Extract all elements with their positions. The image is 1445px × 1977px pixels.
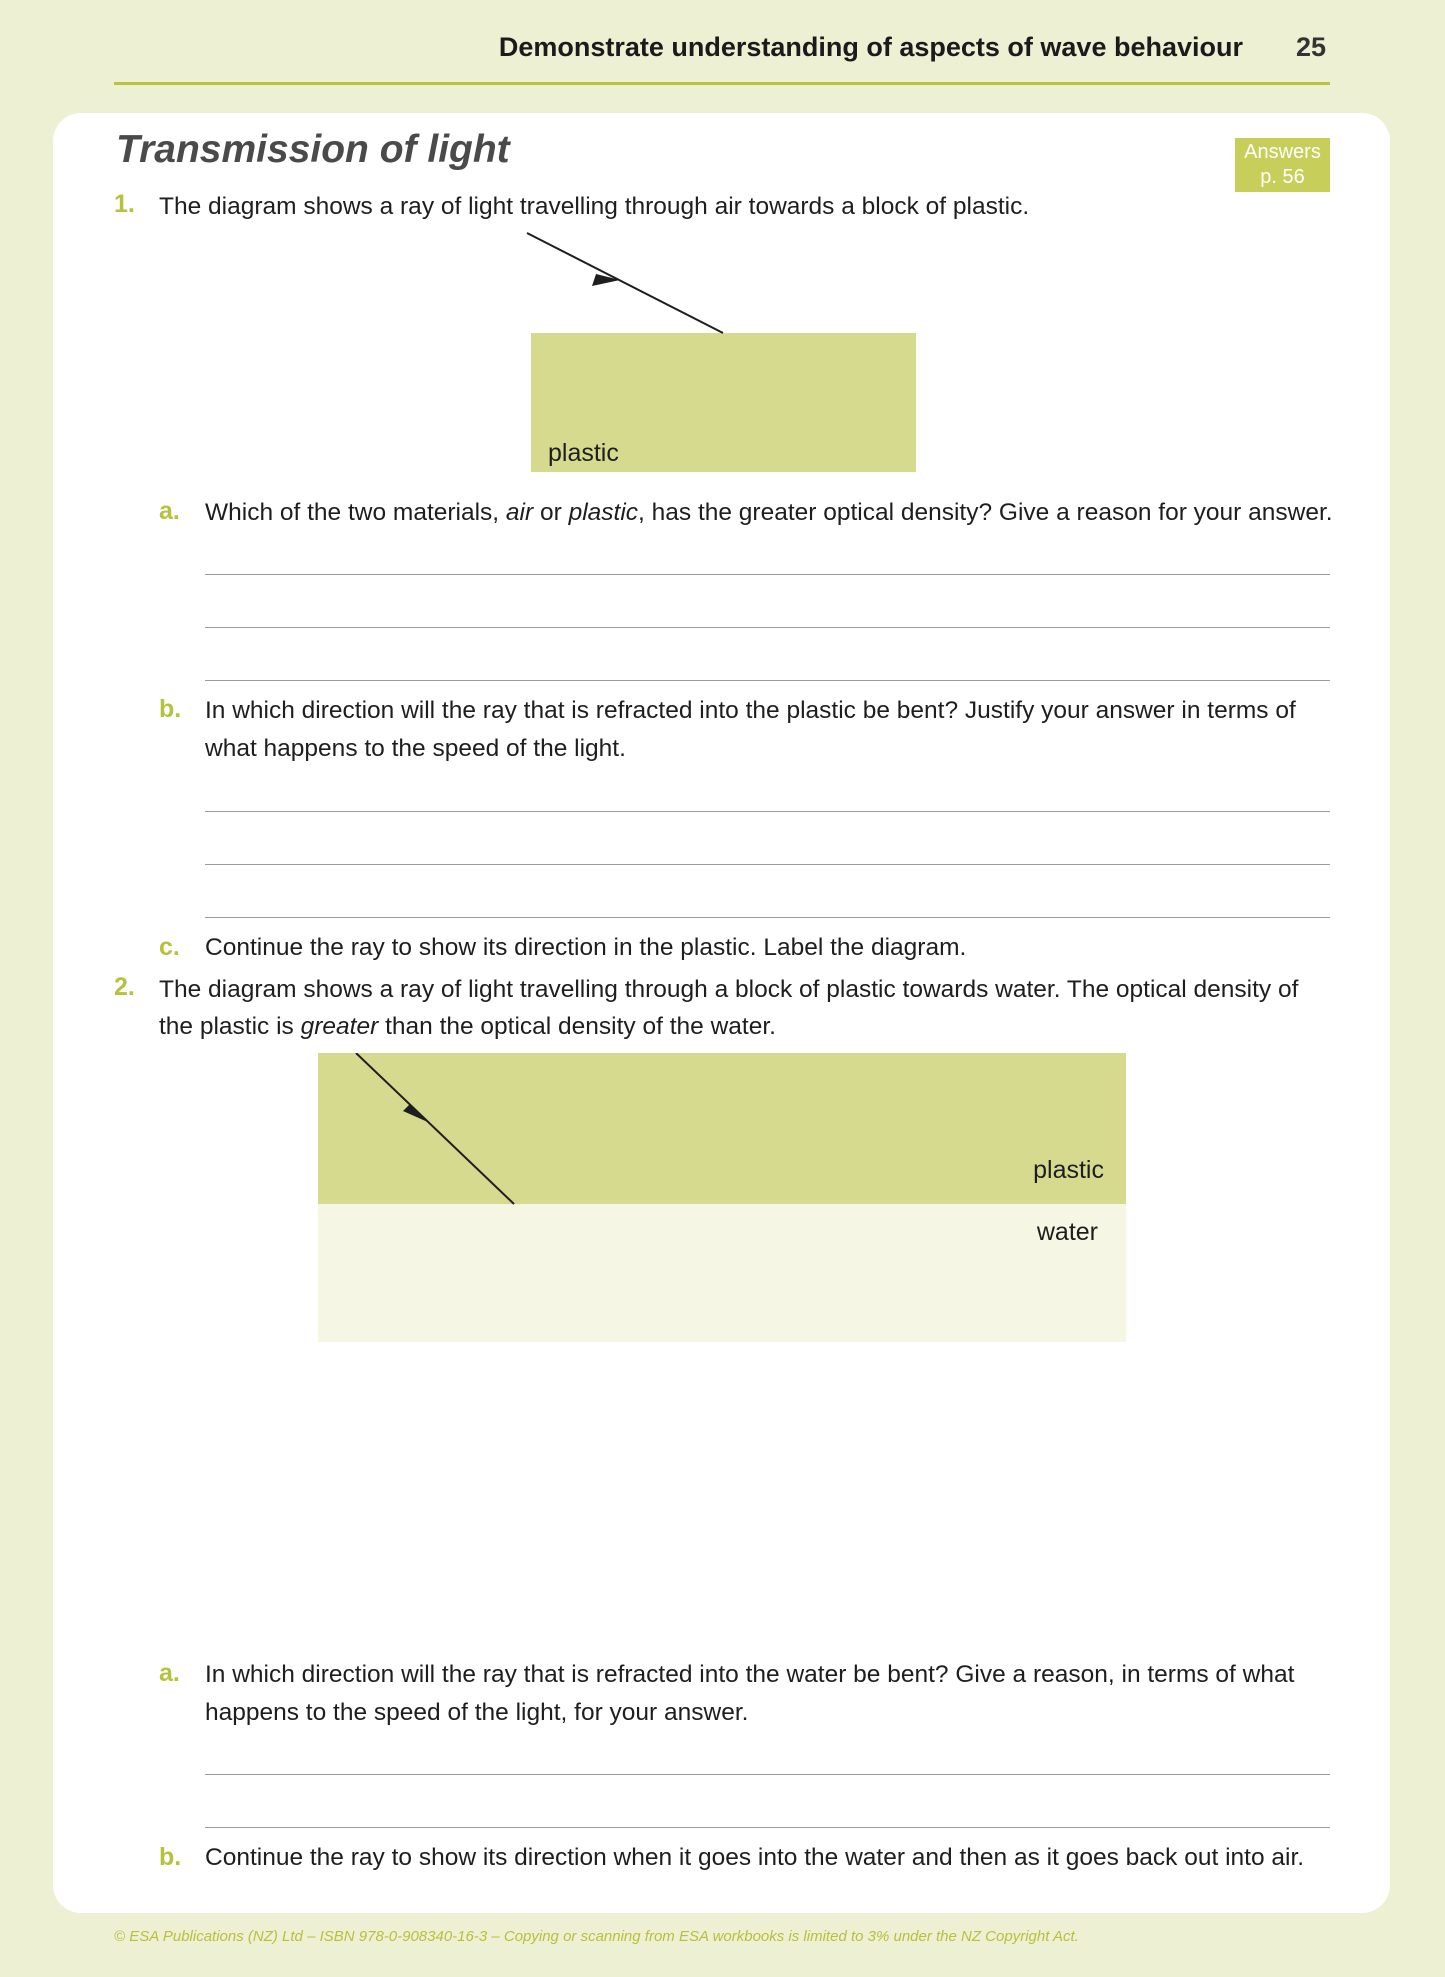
answer-line[interactable] (205, 627, 1330, 628)
ray-arrowhead (592, 274, 620, 286)
incident-ray (527, 233, 723, 333)
question-1-text: The diagram shows a ray of light travelling through air towards a block of plastic. (159, 193, 1030, 220)
question-2a-line2: happens to the speed of the light, for your answer. (205, 1699, 749, 1726)
question-2a-label: a. (159, 1659, 180, 1687)
question-2-number: 2. (114, 973, 135, 1001)
running-header: Demonstrate understanding of aspects of wave behaviour (498, 32, 1243, 62)
answers-badge-label: Answers (1244, 141, 1321, 163)
question-2a-line1: In which direction will the ray that is refracted into the water be bent? Give a reason, in terms of what (205, 1661, 1295, 1688)
question-1b-line1: In which direction will the ray that is refracted into the plastic be bent? Justify your answer in terms of (205, 697, 1296, 724)
question-1b-line2: what happens to the speed of the light. (205, 735, 626, 762)
answer-line[interactable] (205, 1774, 1330, 1775)
question-1c-label: c. (159, 933, 180, 961)
copyright-footer: © ESA Publications (NZ) Ltd – ISBN 978-0-908340-16-3 – Copying or scanning from ESA workbooks is limited to 3% under the NZ Copyright Act. (114, 1928, 1079, 1945)
answer-line[interactable] (205, 917, 1330, 918)
diagram-plastic-water (318, 1053, 1126, 1343)
plastic-block (318, 1053, 1126, 1204)
answer-line[interactable] (205, 574, 1330, 575)
answer-line[interactable] (205, 811, 1330, 812)
plastic-label: plastic (1033, 1156, 1104, 1184)
question-2-line2: the plastic is greater than the optical density of the water. (159, 1013, 776, 1040)
question-1a-label: a. (159, 497, 180, 525)
answers-badge-page: p. 56 (1260, 166, 1305, 188)
section-title: Transmission of light (116, 128, 510, 171)
question-1b-label: b. (159, 695, 182, 723)
header-divider (114, 82, 1330, 85)
question-1a-text: Which of the two materials, air or plastic, has the greater optical density? Give a reason for your answer. (205, 499, 1333, 526)
page-number: 25 (1296, 32, 1327, 62)
question-2-line1: The diagram shows a ray of light travelling through a block of plastic towards water. The optical density of (159, 976, 1299, 1003)
answer-line[interactable] (205, 1827, 1330, 1828)
plastic-label: plastic (548, 439, 619, 467)
diagram-air-plastic (520, 225, 920, 475)
answer-line[interactable] (205, 864, 1330, 865)
answers-badge[interactable] (1235, 138, 1330, 192)
answer-line[interactable] (205, 680, 1330, 681)
water-label: water (1036, 1218, 1098, 1246)
question-2b-text: Continue the ray to show its direction when it goes into the water and then as it goes back out into air. (205, 1844, 1305, 1871)
question-1-number: 1. (114, 190, 135, 218)
question-2b-label: b. (159, 1843, 182, 1871)
question-1c-text: Continue the ray to show its direction in the plastic. Label the diagram. (205, 934, 967, 961)
water-region (318, 1204, 1126, 1342)
